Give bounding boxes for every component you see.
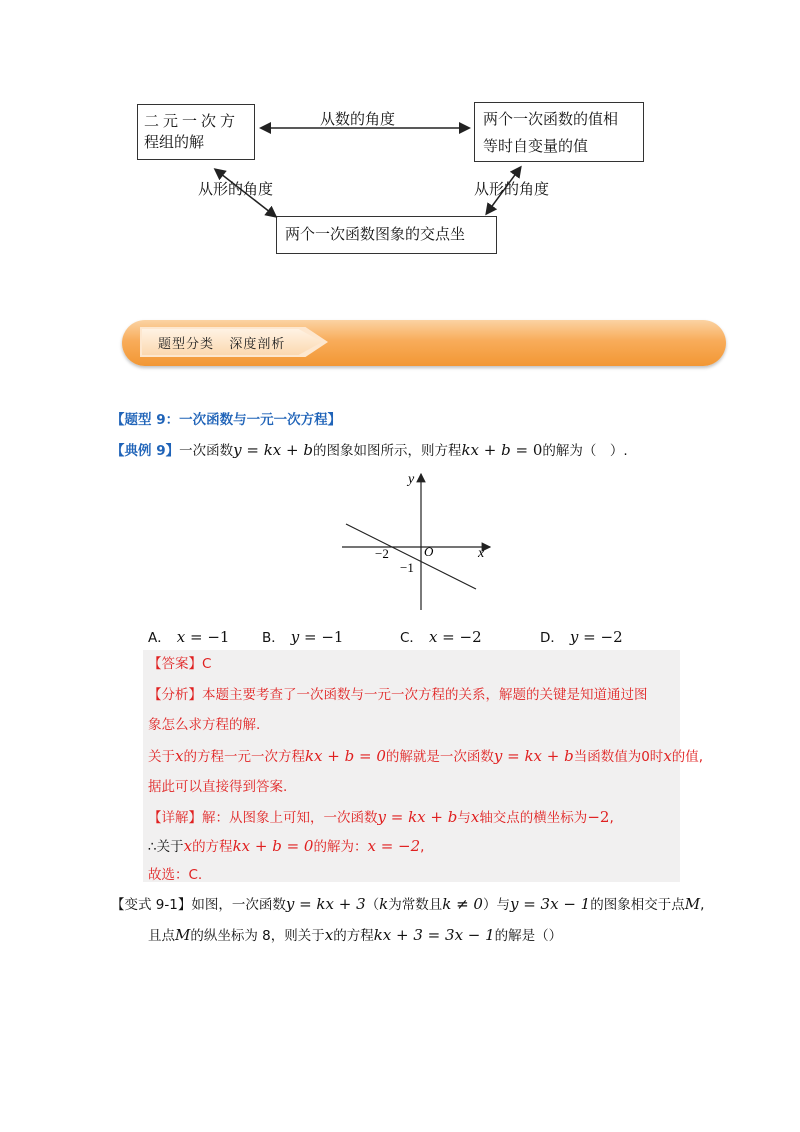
function-graph [330, 468, 500, 614]
option-c[interactable] [400, 626, 482, 646]
option-d-letter: D． [540, 630, 564, 646]
variant-line2-b: 的纵坐标为 8，则关于 [190, 928, 325, 944]
section-title: 【题型 9：一次函数与一元一次方程】 [111, 412, 342, 428]
y-intercept-label: −1 [400, 560, 414, 575]
example-text-b: 的图象如图所示，则方程 [312, 443, 462, 459]
detail-line2-b: 的方程 [192, 839, 233, 855]
example-func-plus: + [281, 441, 304, 459]
analysis-tag: 【分析】 [148, 687, 202, 703]
variant-tag: 【变式 9-1】 [111, 897, 192, 913]
detail-line1-c: 轴交点的横坐标为 [479, 810, 588, 826]
variant-line1-c: 为常数且 [388, 897, 443, 913]
variant-line2-d: 的解是（） [494, 928, 563, 944]
example-text-c: 的解为（ ）. [542, 443, 628, 459]
example-func-eq: = [241, 441, 264, 459]
origin-label: O [424, 544, 434, 559]
function-line [346, 524, 476, 589]
analysis-line4: 据此可以直接得到答案. [148, 779, 288, 795]
analysis-line2: 象怎么求方程的解. [148, 717, 261, 733]
x-axis-label: x [478, 546, 485, 561]
answer-line [148, 653, 211, 675]
detail-line2-a: ∴关于 [148, 839, 184, 855]
arrow-right-label: 从形的角度 [474, 180, 550, 198]
answer-tag: 【答案】 [148, 656, 202, 672]
analysis-line3-c: 的解就是一次函数 [385, 749, 494, 765]
detail-line1-func: y = kx + b [377, 808, 458, 826]
detail-line1-val: −2 [587, 808, 610, 826]
option-a[interactable] [148, 626, 229, 646]
option-b-letter: B． [262, 630, 285, 646]
variant-line1-func: y = kx + 3 [285, 895, 366, 913]
option-d-var: y [569, 628, 579, 646]
analysis-line1-text: 本题主要考查了一次函数与一元一次方程的关系，解题的关键是知道通过图 [202, 687, 648, 703]
option-a-rest: = −1 [185, 628, 230, 646]
analysis-line3-b: 的方程一元一次方程 [183, 749, 305, 765]
analysis-line3-a: 关于 [148, 749, 175, 765]
example-eq-kx: kx [461, 441, 480, 459]
option-a-var: x [176, 628, 186, 646]
variant-line1-cond: k ≠ 0 [442, 895, 483, 913]
option-c-var: x [428, 628, 438, 646]
example-tag: 【典例 9】 [111, 443, 180, 459]
arrow-top-label: 从数的角度 [320, 110, 396, 128]
example-question [111, 439, 628, 462]
detail-line3: 故选：C. [148, 867, 203, 883]
example-func-b: b [303, 441, 313, 459]
detail-line1-b: 与 [457, 810, 471, 826]
variant-line1-f: , [700, 897, 705, 913]
diagram-box-bottom-text: 两个一次函数图象的交点坐 [285, 225, 466, 243]
variant-line1-k: k [379, 895, 389, 913]
example-func-k: kx [263, 441, 282, 459]
analysis-line3-x2: x [663, 747, 672, 765]
banner-text: 题型分类 深度剖析 [158, 337, 286, 352]
variant-line2-c: 的方程 [333, 928, 374, 944]
variant-line2 [148, 924, 562, 947]
option-b-rest: = −1 [299, 628, 344, 646]
variant-line1-a: 如图，一次函数 [191, 897, 286, 913]
analysis-line3-func: y = kx + b [493, 747, 574, 765]
detail-line2-d: , [420, 839, 425, 855]
option-b[interactable] [262, 626, 343, 646]
option-a-letter: A． [148, 630, 171, 646]
variant-line1-d: ）与 [482, 897, 510, 913]
detail-tag: 【详解】 [148, 810, 202, 826]
x-intercept-label: −2 [375, 546, 389, 561]
variant-line1-func2: y = 3x − 1 [509, 895, 591, 913]
option-d-rest: = −2 [578, 628, 623, 646]
example-eq-b: b [501, 441, 511, 459]
analysis-line1 [148, 684, 648, 706]
option-c-letter: C． [400, 630, 423, 646]
example-func-y: y [233, 441, 242, 459]
variant-line1 [111, 893, 704, 916]
detail-line1-d: , [609, 810, 614, 826]
option-b-var: y [290, 628, 300, 646]
diagram-box-right-line2: 等时自变量的值 [483, 137, 589, 155]
example-text-a: 一次函数 [179, 443, 234, 459]
variant-line2-eq: kx + 3 = 3x − 1 [373, 926, 495, 944]
variant-line1-M: M [684, 895, 701, 913]
detail-line1-a: 解：从图象上可知，一次函数 [202, 810, 378, 826]
y-axis-label: y [408, 472, 415, 487]
variant-line1-b: （ [365, 897, 380, 913]
detail-line1-x: x [470, 808, 480, 826]
diagram-box-left-line2: 程组的解 [144, 133, 205, 151]
detail-line2-c: 的解为： [313, 839, 368, 855]
variant-line2-x: x [324, 926, 334, 944]
diagram-arrows [0, 0, 800, 300]
analysis-line3-e: 的值, [671, 749, 704, 765]
analysis-line3-d: 当函数值为0时 [573, 749, 664, 765]
example-eq-rest: = 0 [510, 441, 543, 459]
detail-line2-x: x [183, 837, 193, 855]
variant-line2-a: 且点 [148, 928, 175, 944]
detail-line2-eq: kx + b = 0 [232, 837, 314, 855]
analysis-line3 [148, 745, 703, 768]
analysis-line3-eq: kx + b = 0 [304, 747, 386, 765]
arrow-left-label: 从形的角度 [198, 180, 274, 198]
detail-line2-sol: x = −2 [367, 837, 421, 855]
detail-line2 [148, 835, 424, 858]
variant-line2-M: M [175, 926, 191, 944]
example-eq-plus: + [479, 441, 502, 459]
detail-line1 [148, 806, 614, 829]
analysis-line3-x: x [175, 747, 184, 765]
diagram-box-left-line1: 二元一次方 [144, 112, 240, 130]
variant-line1-e: 的图象相交于点 [590, 897, 685, 913]
answer-value: C [202, 656, 212, 672]
option-c-rest: = −2 [437, 628, 482, 646]
diagram-box-right-line1: 两个一次函数的值相 [483, 110, 619, 128]
option-d[interactable] [540, 626, 623, 646]
